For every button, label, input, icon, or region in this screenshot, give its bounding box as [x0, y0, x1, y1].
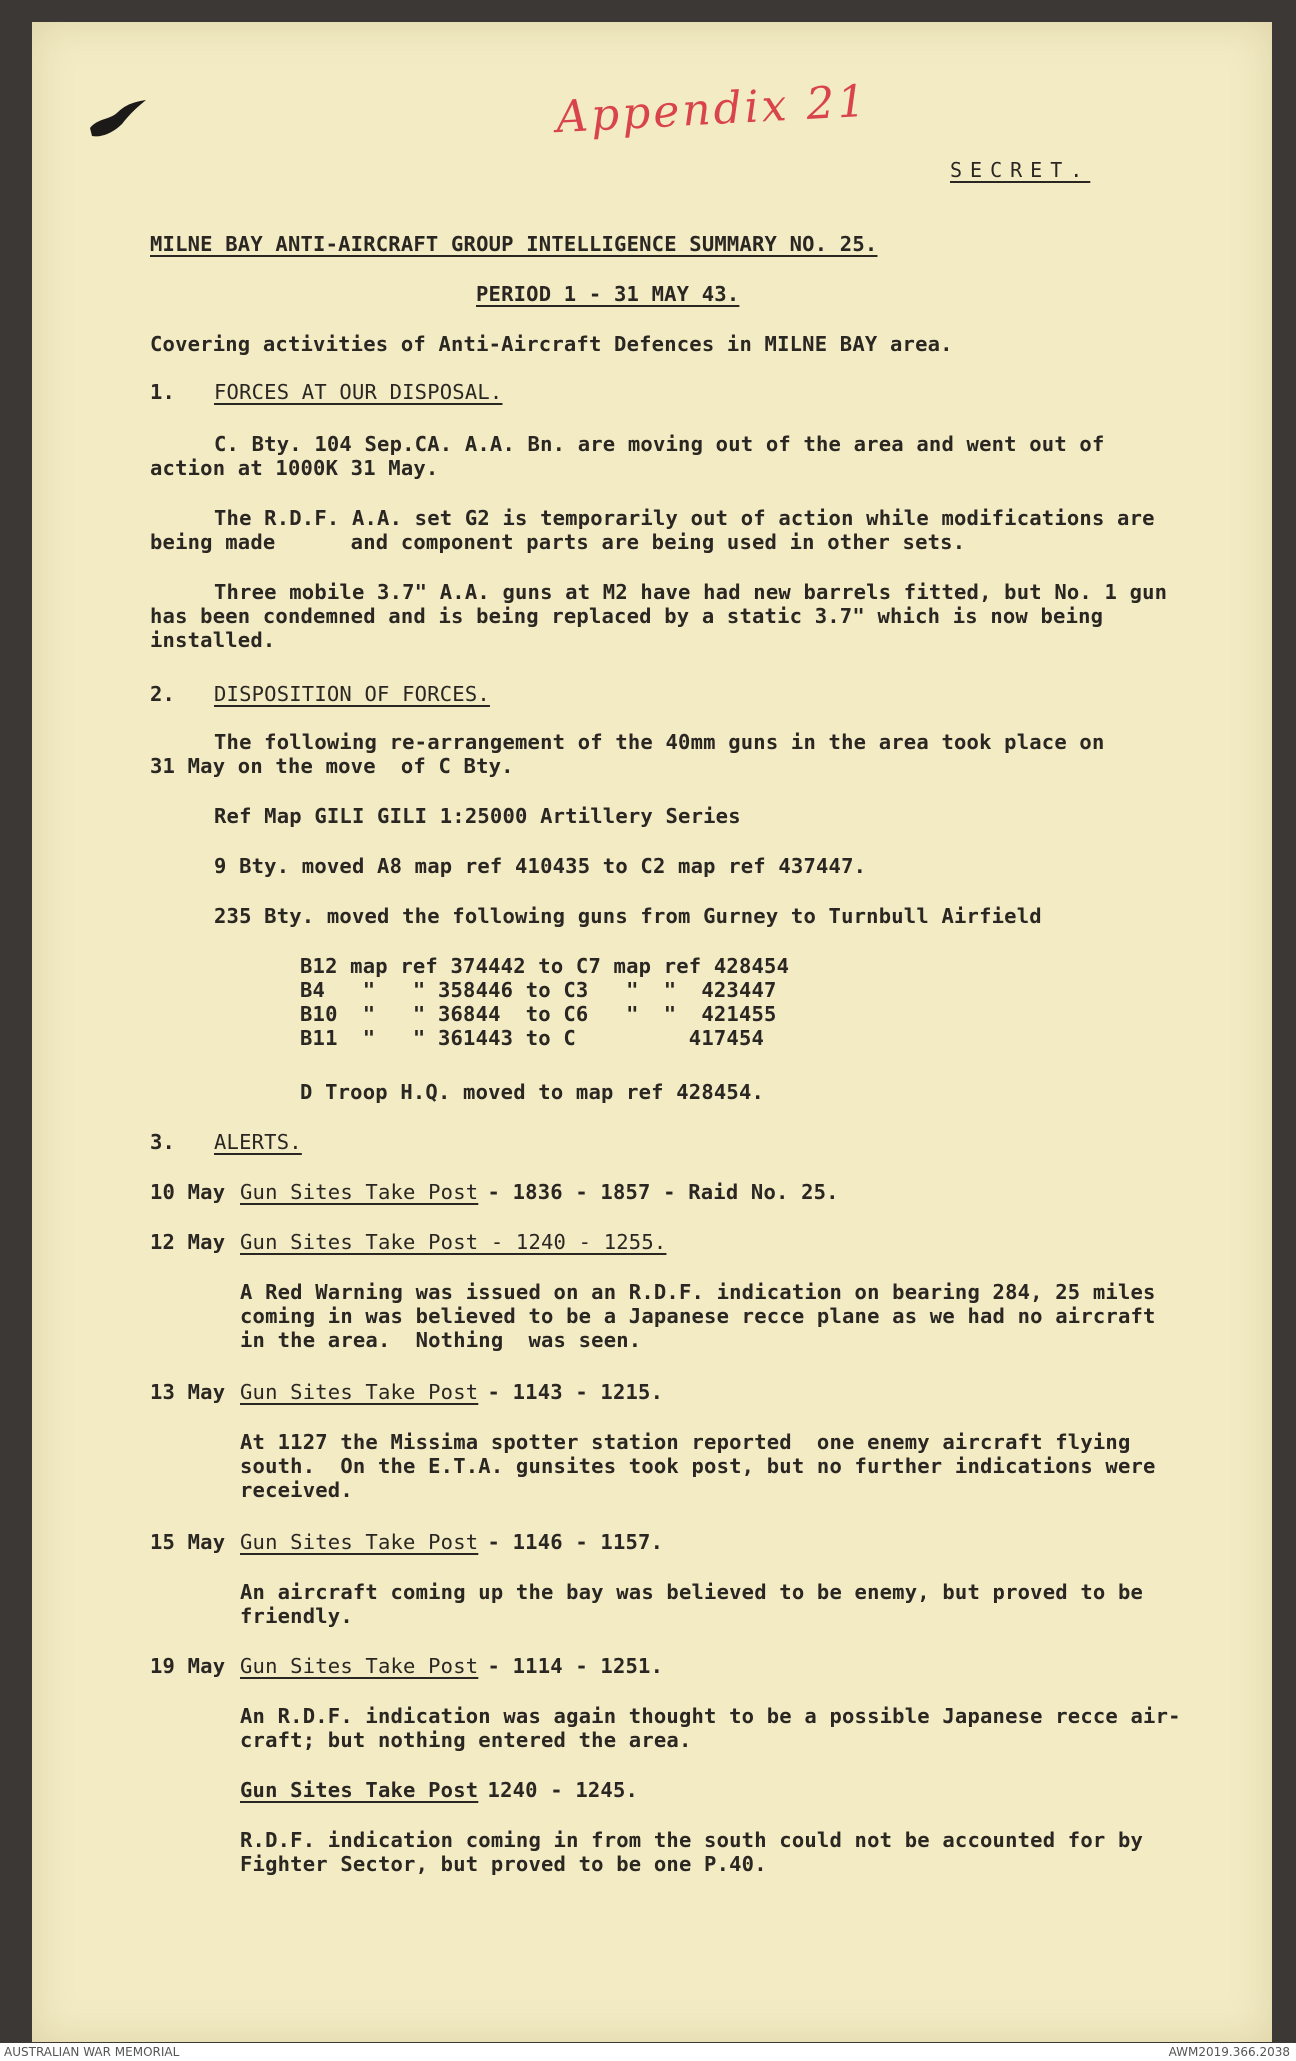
alert-label: Gun Sites Take Post: [240, 1530, 479, 1554]
move-line: 235 Bty. moved the following guns from Gurney to Turnbull Airfield: [214, 904, 1042, 928]
paragraph-line: At 1127 the Missima spotter station reported one enemy aircraft flying: [240, 1430, 1131, 1454]
paragraph-line: An aircraft coming up the bay was believed to be enemy, but proved to be: [240, 1580, 1144, 1604]
paragraph-line: A Red Warning was issued on an R.D.F. indication on bearing 284, 25 miles: [240, 1280, 1156, 1304]
gun-move-row: B12 map ref 374442 to C7 map ref 428454: [300, 954, 790, 978]
paragraph-line: friendly.: [240, 1604, 353, 1628]
section-number: 1.: [150, 380, 176, 404]
paragraph-line: coming in was believed to be a Japanese recce plane as we had no aircraft: [240, 1304, 1156, 1328]
alert-times: - 1836 - 1857 - Raid No. 25.: [475, 1180, 839, 1204]
paragraph-line: R.D.F. indication coming in from the south could not be accounted for by: [240, 1828, 1144, 1852]
alert-date: 12 May: [150, 1230, 226, 1254]
paragraph-line: Fighter Sector, but proved to be one P.40.: [240, 1852, 767, 1876]
section-heading: FORCES AT OUR DISPOSAL.: [214, 380, 503, 404]
paragraph-line: An R.D.F. indication was again thought to be a possible Japanese recce air-: [240, 1704, 1181, 1728]
alert-label: Gun Sites Take Post - 1240 - 1255.: [240, 1230, 667, 1254]
alert-date: 19 May: [150, 1654, 226, 1678]
archive-name: AUSTRALIAN WAR MEMORIAL: [4, 2045, 180, 2059]
intro-line: Covering activities of Anti-Aircraft Defences in MILNE BAY area.: [150, 332, 953, 356]
paragraph-line: south. On the E.T.A. gunsites took post, but no further indications were: [240, 1454, 1156, 1478]
gun-move-row: B10 " " 36844 to C6 " " 421455: [300, 1002, 777, 1026]
alert-times: - 1146 - 1157.: [475, 1530, 664, 1554]
alert-label: Gun Sites Take Post: [240, 1180, 479, 1204]
section-number: 2.: [150, 682, 176, 706]
alert-date: 13 May: [150, 1380, 226, 1404]
paragraph-line: in the area. Nothing was seen.: [240, 1328, 642, 1352]
gun-move-row: B11 " " 361443 to C 417454: [300, 1026, 765, 1050]
move-line: 9 Bty. moved A8 map ref 410435 to C2 map ref 437447.: [214, 854, 867, 878]
paragraph-line: installed.: [150, 628, 276, 652]
alert-times: - 1143 - 1215.: [475, 1380, 664, 1404]
paragraph-line: C. Bty. 104 Sep.CA. A.A. Bn. are moving out of the area and went out of: [214, 432, 1105, 456]
paragraph-line: action at 1000K 31 May.: [150, 456, 439, 480]
map-reference: Ref Map GILI GILI 1:25000 Artillery Series: [214, 804, 741, 828]
paragraph-line: being made and component parts are being used in other sets.: [150, 530, 966, 554]
troop-move-line: D Troop H.Q. moved to map ref 428454.: [300, 1080, 765, 1104]
paragraph-line: has been condemned and is being replaced by a static 3.7" which is now being: [150, 604, 1104, 628]
classification-marking: SECRET.: [950, 158, 1091, 182]
archive-footer: [0, 2043, 1296, 2061]
document-title: MILNE BAY ANTI-AIRCRAFT GROUP INTELLIGENCE SUMMARY NO. 25.: [150, 232, 878, 256]
section-heading: ALERTS.: [214, 1130, 302, 1154]
alert-times: - 1114 - 1251.: [475, 1654, 664, 1678]
alert-times: 1240 - 1245.: [475, 1778, 639, 1802]
archive-item-id: AWM2019.366.2038: [1168, 2045, 1290, 2059]
alert-label: Gun Sites Take Post: [240, 1778, 479, 1802]
handwritten-appendix-note: Appendix 21: [554, 75, 870, 144]
paragraph-line: craft; but nothing entered the area.: [240, 1728, 692, 1752]
paragraph-line: received.: [240, 1478, 353, 1502]
alert-label: Gun Sites Take Post: [240, 1380, 479, 1404]
ink-blot-mark: [88, 98, 150, 140]
paragraph-line: Three mobile 3.7" A.A. guns at M2 have had new barrels fitted, but No. 1 gun: [214, 580, 1168, 604]
alert-label: Gun Sites Take Post: [240, 1654, 479, 1678]
alert-date: 15 May: [150, 1530, 226, 1554]
paragraph-line: 31 May on the move of C Bty.: [150, 754, 514, 778]
paragraph-line: The R.D.F. A.A. set G2 is temporarily out of action while modifications are: [214, 506, 1155, 530]
alert-date: 10 May: [150, 1180, 226, 1204]
paragraph-line: The following re-arrangement of the 40mm guns in the area took place on: [214, 730, 1105, 754]
period-heading: PERIOD 1 - 31 MAY 43.: [476, 282, 740, 306]
section-heading: DISPOSITION OF FORCES.: [214, 682, 490, 706]
gun-move-row: B4 " " 358446 to C3 " " 423447: [300, 978, 777, 1002]
section-number: 3.: [150, 1130, 176, 1154]
